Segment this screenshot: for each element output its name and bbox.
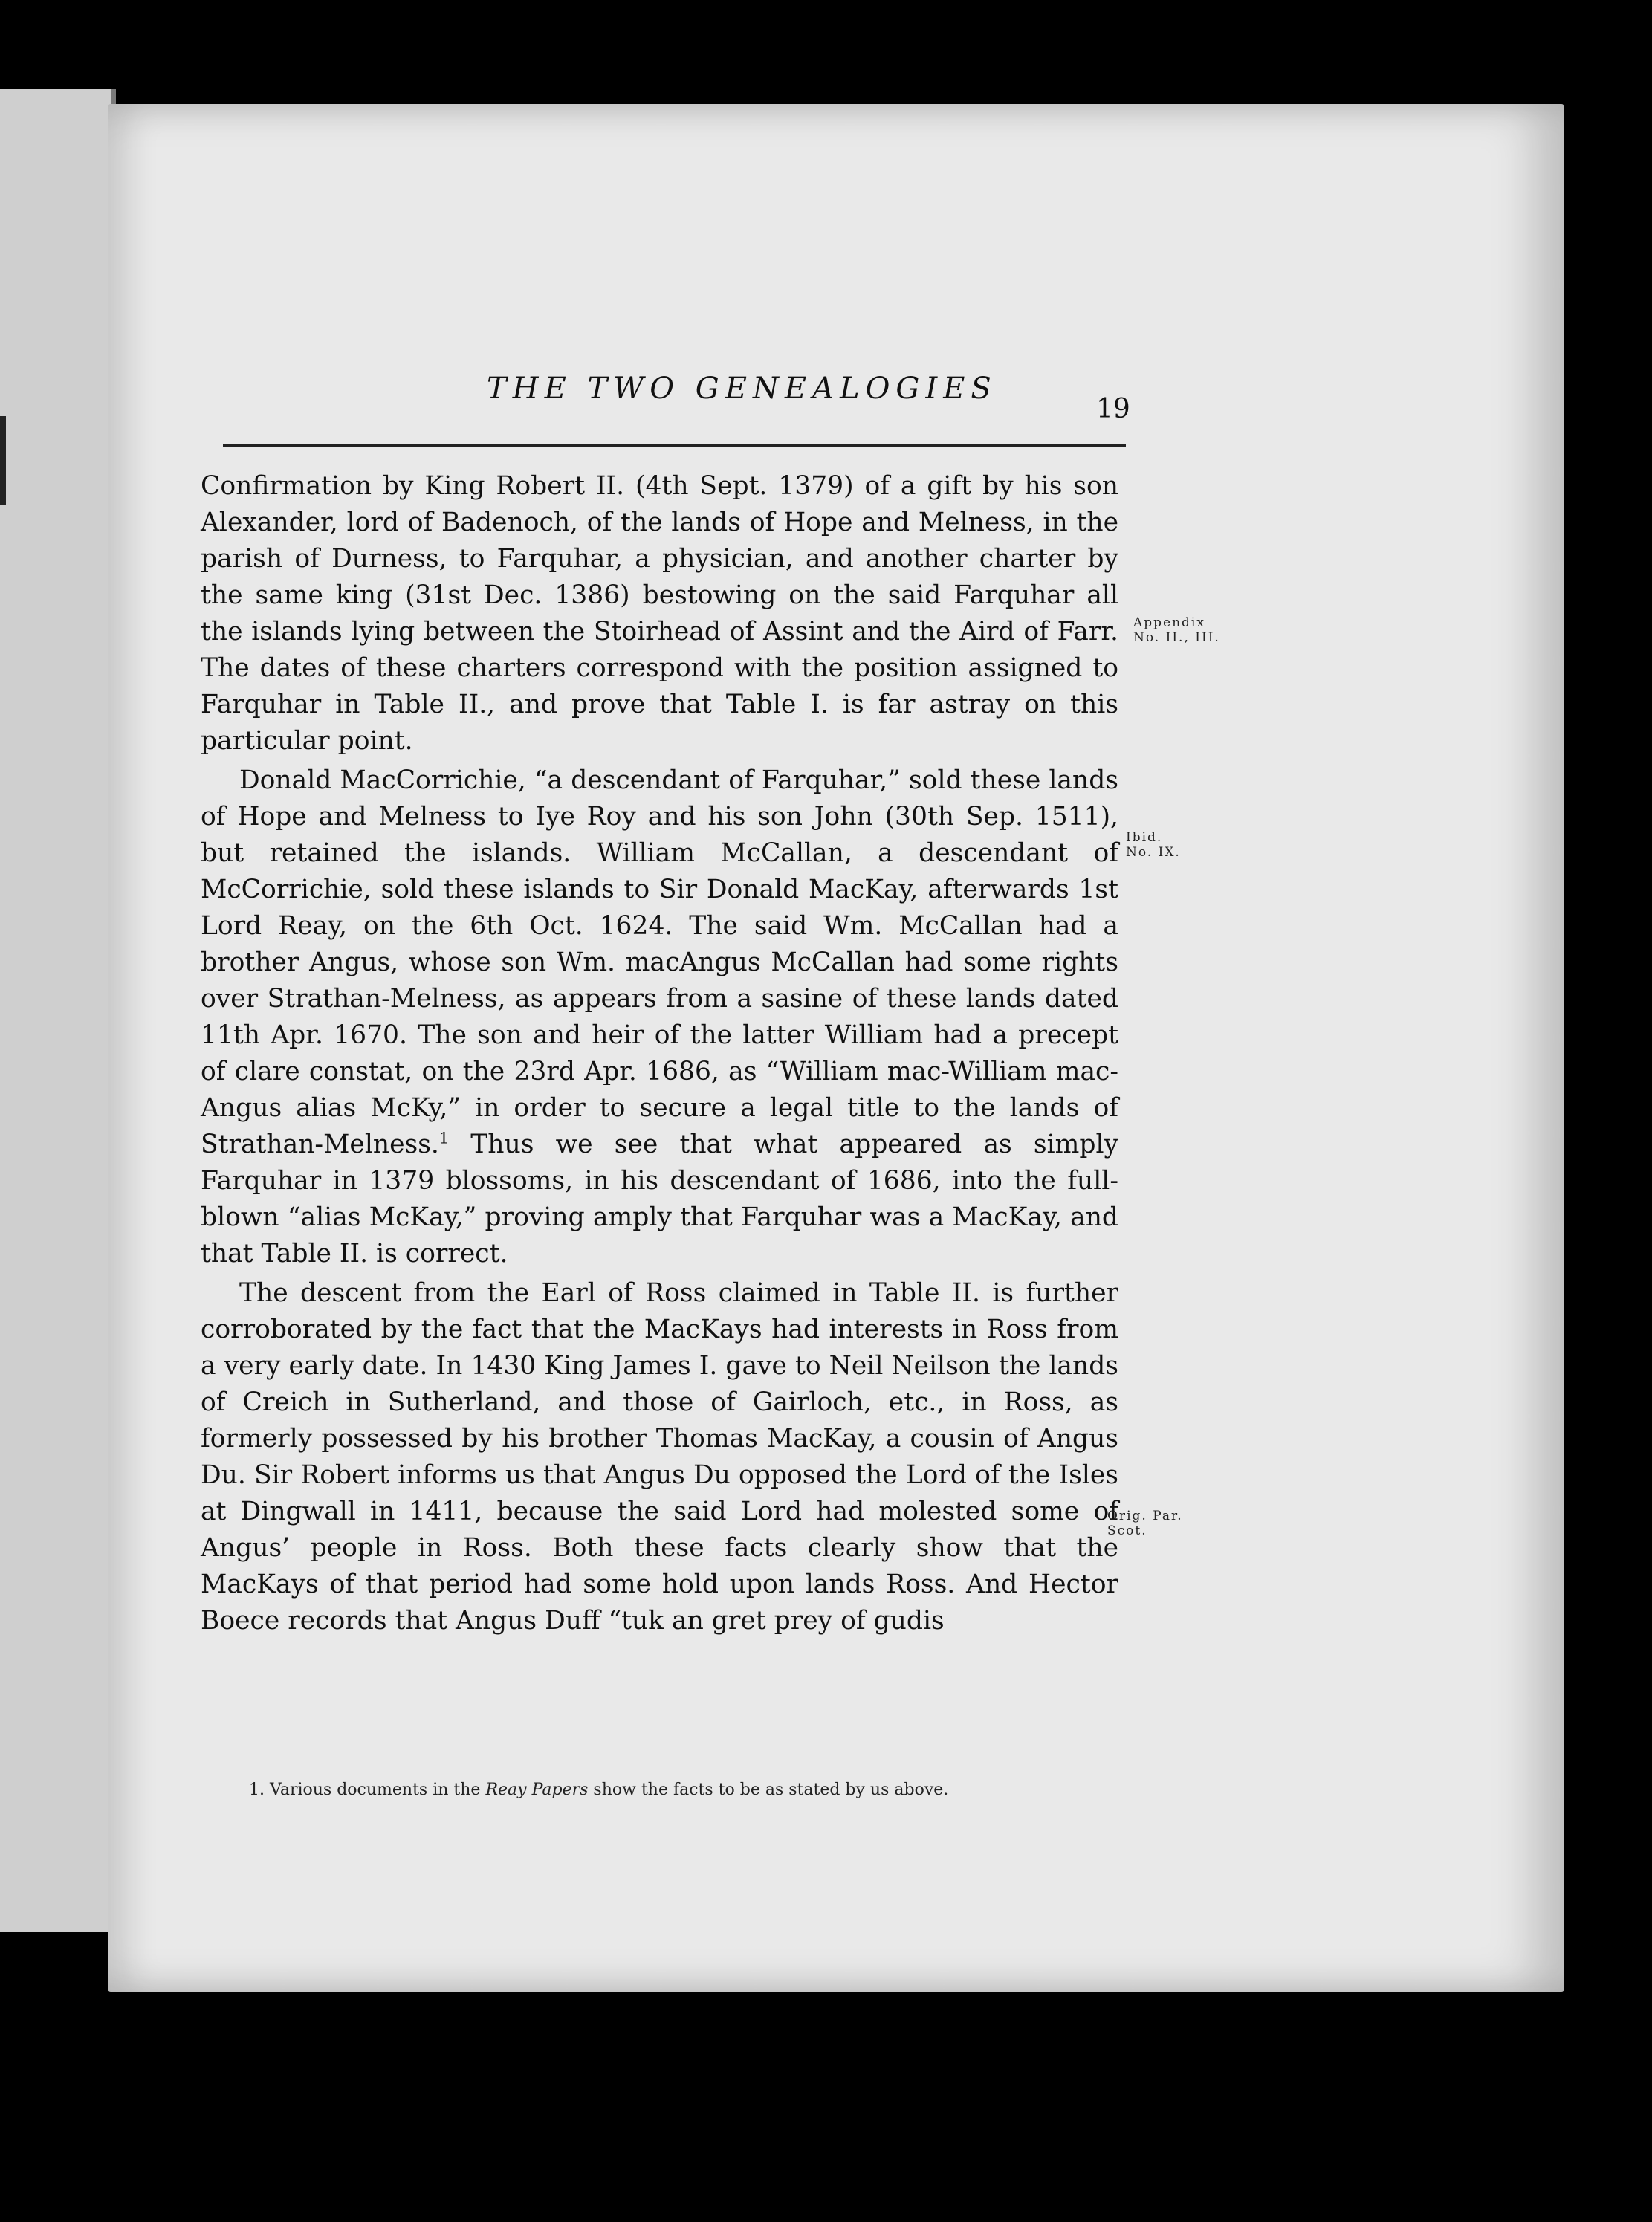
margin-note-line: No. II., III. xyxy=(1133,630,1220,645)
paragraph-text: Thus we see that what appeared as simply Farquhar in 1379 blossoms, in his descendant of 1686, into the full-blown “alias McKay,” proving amply that Farquhar was a MacKay, and that Table II. is correct. xyxy=(201,1130,1118,1269)
paragraph: The descent from the Earl of Ross claimed in Table II. is further corroborated by the fact that the MacKays had interests in Ross from a very early date. In 1430 King James I. gave to Neil Neilson the lands of Creich in Sutherland, and those of Gairloch, etc., in Ross, as formerly possessed by his brother Thomas MacKay, a cousin of Angus Du. Sir Robert informs us that Angus Du opposed the Lord of the Isles at Dingwall in 1411, because the said Lord had molested some of Angus’ people in Ross. Both these facts clearly show that the MacKays of that period had some hold upon lands Ross. And Hector Boece records that Angus Duff “tuk an gret prey of gudis xyxy=(201,1278,1118,1636)
footnote-italic-title: Reay Papers xyxy=(485,1781,589,1799)
margin-note-line: Appendix xyxy=(1133,615,1205,630)
margin-note-orig-par xyxy=(1107,1509,1183,1538)
margin-note-ibid xyxy=(1126,830,1181,860)
body-text xyxy=(201,468,1118,1642)
footnote xyxy=(249,1780,1081,1801)
running-title: THE TWO GENEALOGIES xyxy=(487,372,997,406)
paragraph: Confirmation by King Robert II. (4th Sept. 1379) of a gift by his son Alexander, lord of Badenoch, of the lands of Hope and Melness, in the parish of Durness, to Farquhar, a physician, and another charter by the same king (31st Dec. 1386) bestowing on the said Farquhar all the islands lying between the Stoirhead of Assint and the Aird of Farr. The dates of these charters correspond with the position assigned to Farquhar in Table II., and prove that Table I. is far astray on this particular point. xyxy=(201,471,1118,756)
footnote-marker: 1 xyxy=(438,1129,450,1147)
paragraph xyxy=(201,762,1118,1272)
margin-note-line: Orig. Par. xyxy=(1107,1509,1183,1523)
margin-note-line: Scot. xyxy=(1107,1523,1147,1538)
margin-note-appendix xyxy=(1133,615,1220,645)
header-rule xyxy=(223,444,1126,447)
footnote-text: Various documents in the xyxy=(265,1781,486,1799)
page-number: 19 xyxy=(1096,394,1130,424)
margin-note-line: Ibid. xyxy=(1126,830,1163,845)
footnote-number: 1. xyxy=(249,1781,265,1799)
footnote-text: show the facts to be as stated by us above. xyxy=(588,1781,949,1799)
margin-note-line: No. IX. xyxy=(1126,845,1181,860)
paragraph-text: Donald MacCorrichie, “a descendant of Farquhar,” sold these lands of Hope and Melness to Iye Roy and his son John (30th Sep. 1511), but retained the islands. William McCallan, a descendant of McCorrichie, sold these islands to Sir Donald MacKay, afterwards 1st Lord Reay, on the 6th Oct. 1624. The said Wm. McCallan had a brother Angus, whose son Wm. macAngus McCallan had some rights over Strathan-Melness, as appears from a sasine of these lands dated 11th Apr. 1670. The son and heir of the latter William had a precept of clare constat, on the 23rd Apr. 1686, as “William mac-William mac-Angus alias McKy,” in order to secure a legal title to the lands of Strathan-Melness. xyxy=(201,765,1118,1159)
binding-shadow xyxy=(0,416,6,505)
facing-page-edge xyxy=(0,89,116,1932)
